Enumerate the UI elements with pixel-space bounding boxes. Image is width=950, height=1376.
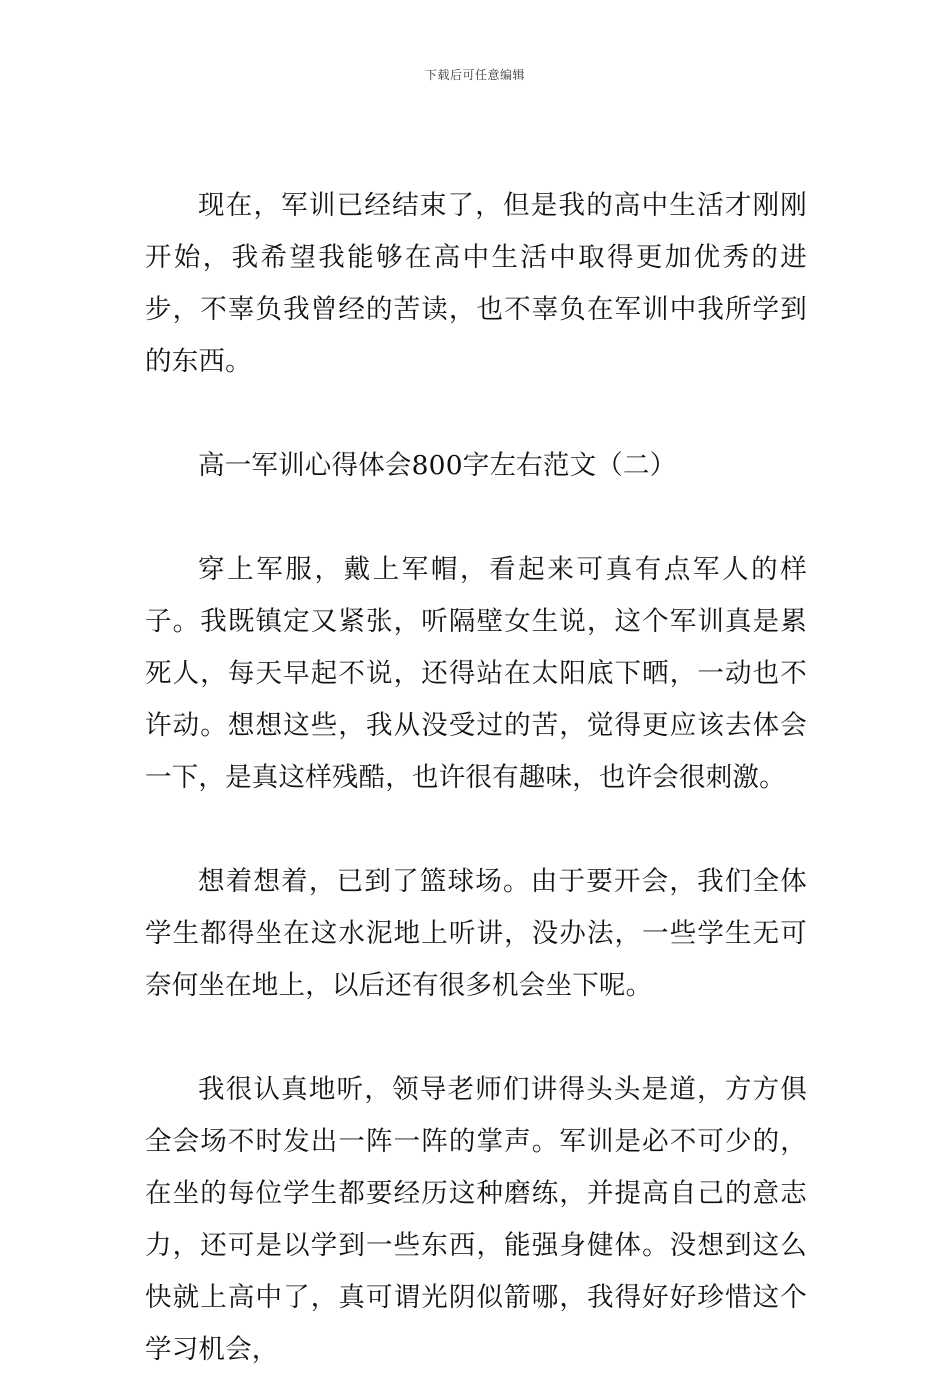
document-body [145,180,807,1376]
paragraph-basketball-court: 想着想着，已到了篮球场。由于要开会，我们全体学生都得坐在这水泥地上听讲，没办法，一些学生无可奈何坐在地上，以后还有很多机会坐下呢。 [145,866,807,1001]
paragraph-listening-carefully: 我很认真地听，领导老师们讲得头头是道，方方俱全会场不时发出一阵一阵的掌声。军训是必不可少的，在坐的每位学生都要经历这种磨练，并提高自己的意志力，还可是以学到一些东西，能强身健体。没想到这么快就上高中了，真可谓光阴似箭哪，我得好好珍惜这个学习机会， [145,1074,807,1365]
paragraph-spacer [145,492,807,544]
page-header-note: 下载后可任意编辑 [424,68,525,82]
paragraph-spacer [145,1012,807,1064]
paragraph-spacer [145,804,807,856]
paragraph-wearing-uniform: 穿上军服，戴上军帽，看起来可真有点军人的样子。我既镇定又紧张，听隔壁女生说，这个军训真是累死人，每天早起不说，还得站在太阳底下晒，一动也不许动。想想这些，我从没受过的苦，觉得更应该去体会一下，是真这样残酷，也许很有趣味，也许会很刺激。 [145,554,807,793]
paragraph-spacer [145,388,807,440]
section-heading: 高一军训心得体会800字左右范文（二） [198,450,677,481]
paragraph-military-training-ended: 现在，军训已经结束了，但是我的高中生活才刚刚开始，我希望我能够在高中生活中取得更加优秀的进步，不辜负我曾经的苦读，也不辜负在军训中我所学到的东西。 [145,190,807,377]
